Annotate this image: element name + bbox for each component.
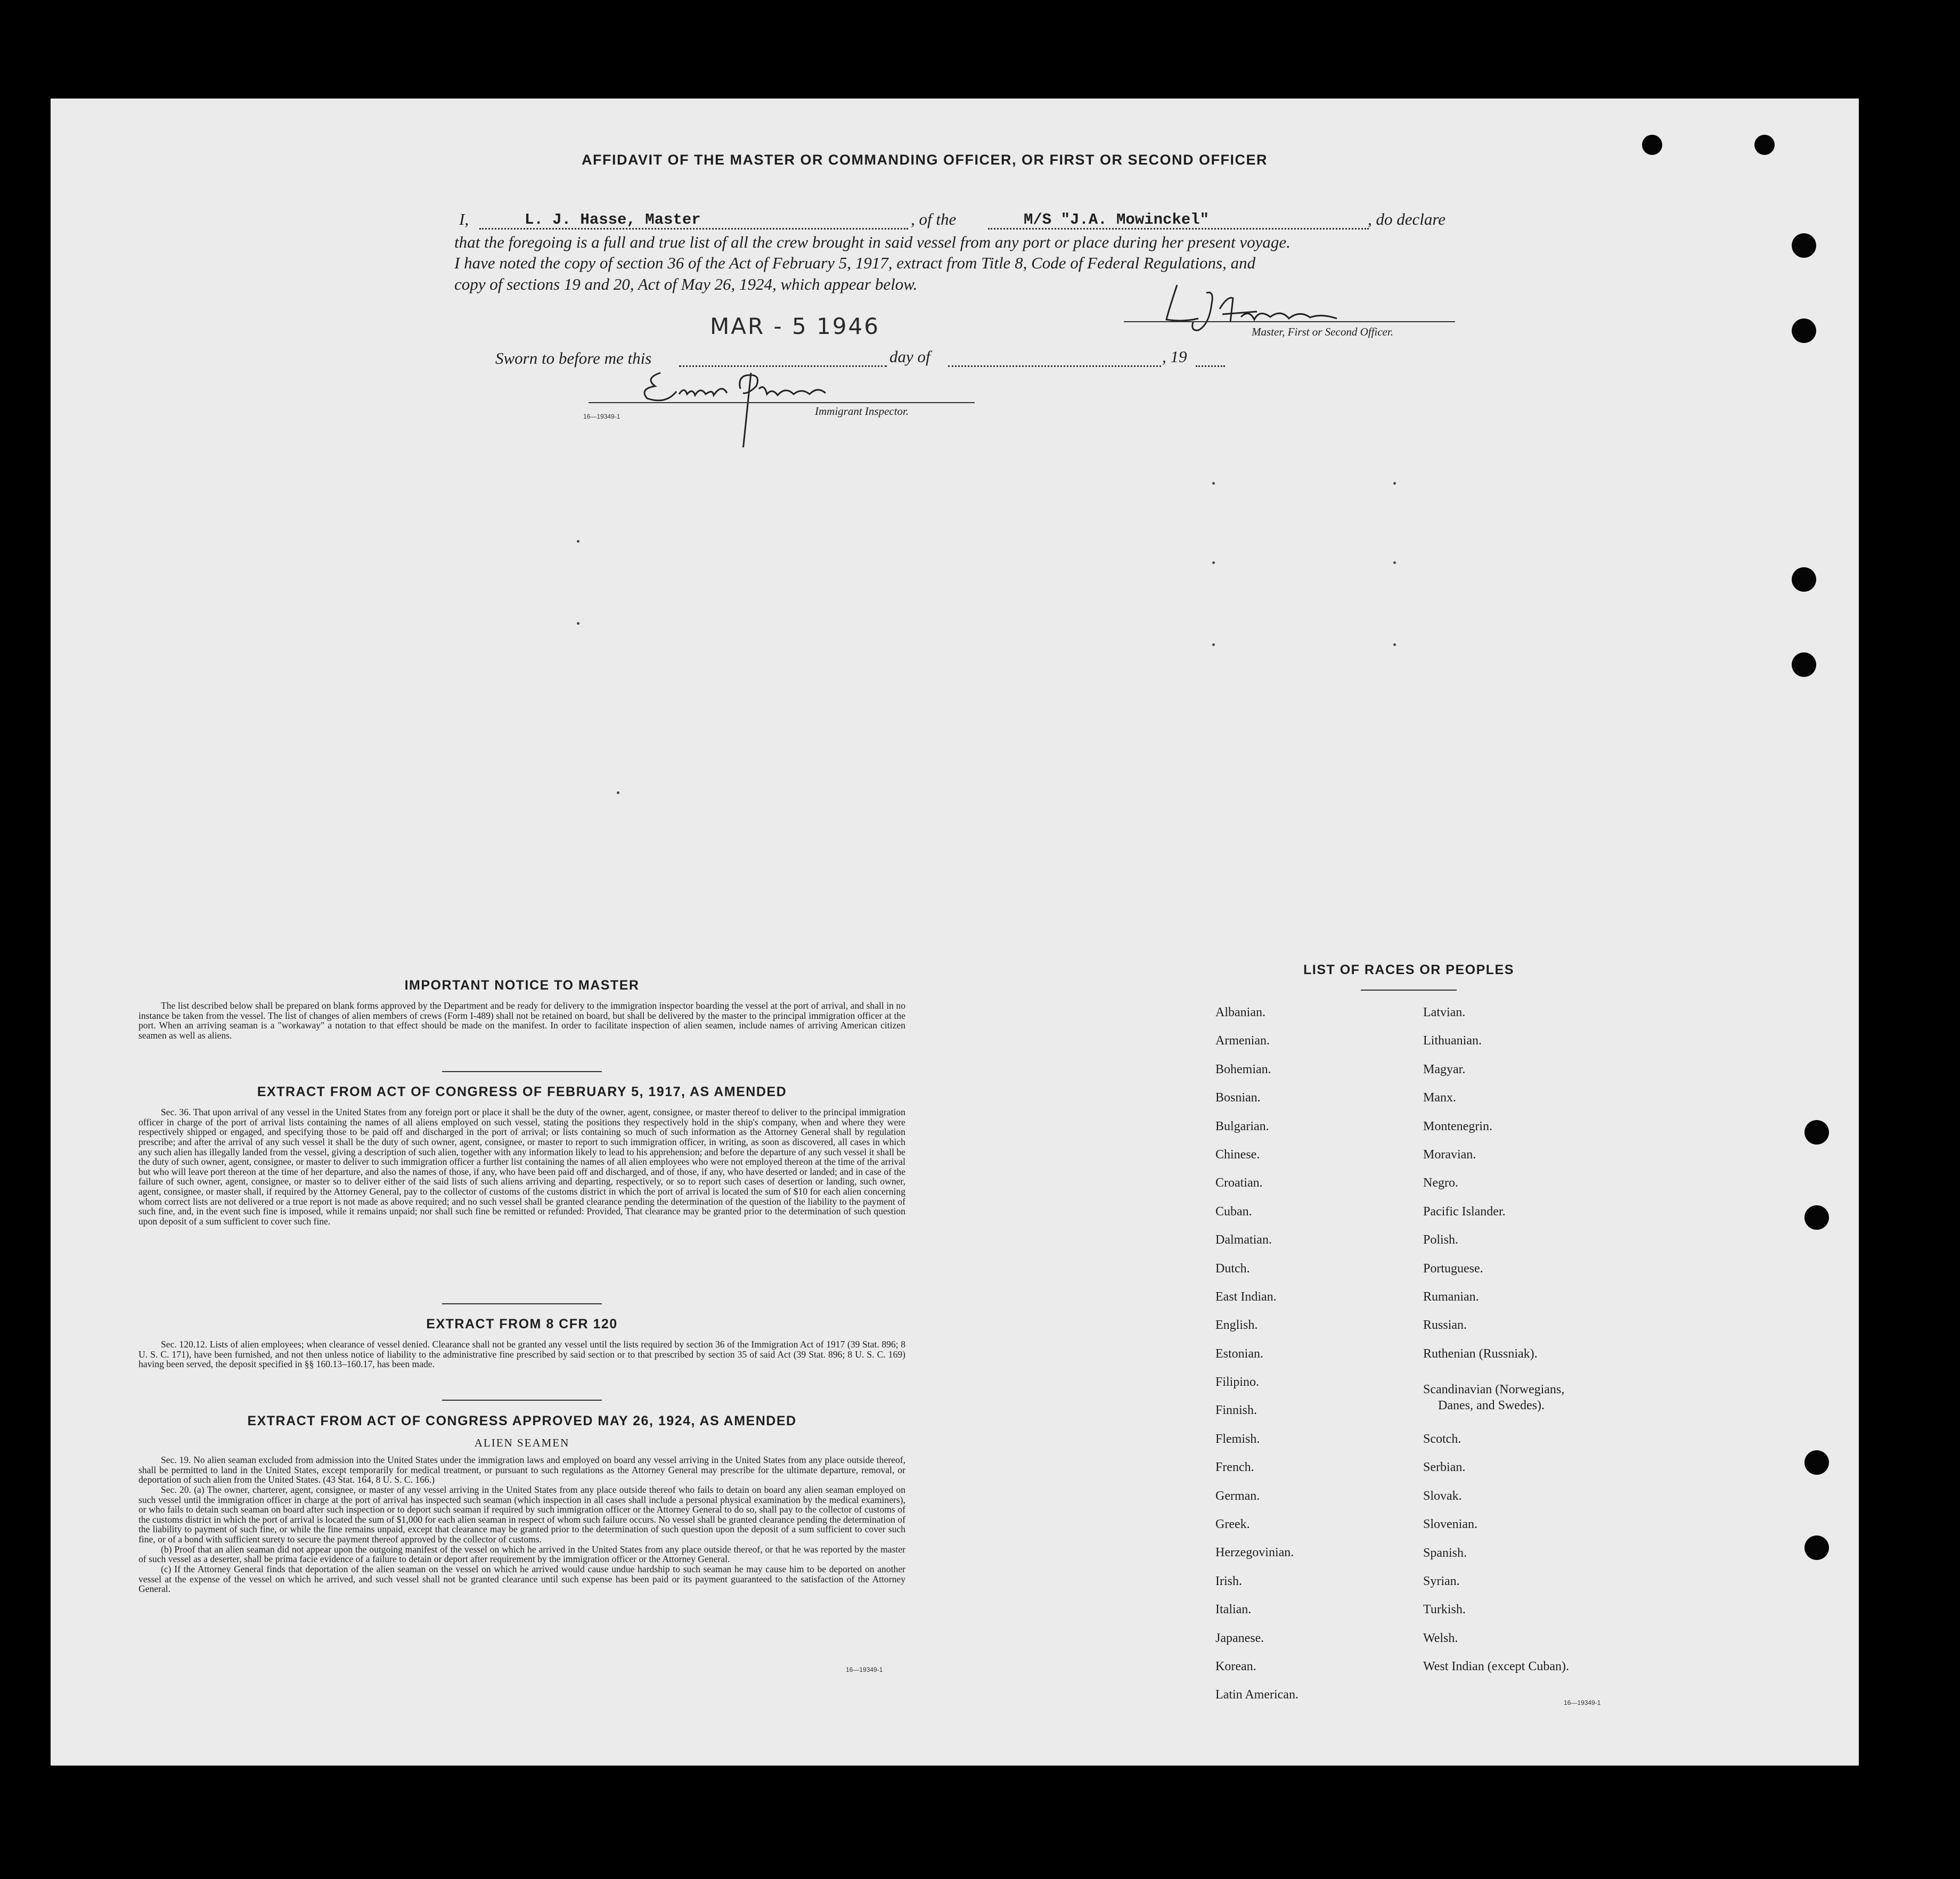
- extract-form-number: 16—19349-1: [846, 1666, 883, 1673]
- alien-seamen-subtitle: ALIEN SEAMEN: [474, 1436, 570, 1449]
- race-item: Danes, and Swedes).: [1438, 1399, 1545, 1413]
- extract-1924-paragraph: (c) If the Attorney General finds that deportation of the alien seaman on the vessel on which he arrived would cause undue hardship to such seaman he may cause him to be deported on another vessel at the expense of the vessel on which he arrived, and such vessel shall not be granted clearance until such expense has been paid or its payment guaranteed to the satisfaction of the Attorney General.: [138, 1564, 905, 1595]
- punch-hole: [1804, 1205, 1829, 1230]
- speck: [1393, 482, 1396, 485]
- race-item: Bulgarian.: [1215, 1119, 1269, 1133]
- races-right-column: [1423, 1006, 1569, 1688]
- race-item: Flemish.: [1215, 1432, 1260, 1446]
- race-item: Bosnian.: [1215, 1091, 1261, 1105]
- race-item: Magyar.: [1423, 1062, 1466, 1076]
- extract-1924-title: EXTRACT FROM ACT OF CONGRESS APPROVED MAY 26, 1924, AS AMENDED: [247, 1414, 797, 1428]
- race-item: Spanish.: [1423, 1546, 1467, 1560]
- extract-1924-paragraph: Sec. 19. No alien seaman excluded from admission into the United States under the immigration laws and employed on board any vessel arriving in the United States from any place outside thereof, shall be permitted to land in the United States, except temporarily for medical treatment, or pursuant to such regulations as the Attorney General may prescribe for the ultimate departure, removal, or deportation of such alien from the United States. (43 Stat. 164, 8 U. S. C. 166.): [138, 1455, 905, 1485]
- punch-hole: [1792, 567, 1816, 592]
- race-item: East Indian.: [1215, 1289, 1277, 1304]
- race-item: Lithuanian.: [1423, 1034, 1482, 1048]
- sworn-month-line: [948, 365, 1161, 367]
- race-item: Dalmatian.: [1215, 1233, 1272, 1247]
- section-divider: [442, 1303, 602, 1304]
- race-item: Croatian.: [1215, 1176, 1263, 1190]
- races-form-number: 16—19349-1: [1564, 1699, 1601, 1706]
- race-item: German.: [1215, 1489, 1260, 1503]
- punch-hole: [1754, 135, 1775, 155]
- race-item: Rumanian.: [1423, 1289, 1479, 1304]
- master-signature-line: [1124, 321, 1455, 322]
- races-title-underline: [1361, 990, 1457, 991]
- race-item: Korean.: [1215, 1659, 1256, 1673]
- declare-label: , do declare: [1368, 210, 1446, 228]
- race-item: Manx.: [1423, 1091, 1456, 1105]
- speck: [577, 622, 579, 625]
- race-item: Russian.: [1423, 1318, 1467, 1333]
- affidavit-line-4: copy of sections 19 and 20, Act of May 26, 1924, which appear below.: [454, 275, 918, 293]
- extract-cfr-paragraph: Sec. 120.12. Lists of alien employees; when clearance of vessel denied. Clearance shall not be granted any vessel until the lists required by section 36 of the Immigration Act of 1917 (39 Stat. 896; 8 U. S. C. 171), have been furnished, and not then unless notice of liability to the administrative fine prescribed by said section or to that prescribed by section 35 of said Act (39 Stat. 896; 8 U. S. C. 169) having been served, the deposit specified in §§ 160.13–160.17, has been made.: [138, 1339, 905, 1370]
- race-item: Montenegrin.: [1423, 1119, 1492, 1133]
- sworn-year-line: [1196, 365, 1225, 367]
- race-item: Latin American.: [1215, 1688, 1298, 1702]
- speck: [617, 791, 619, 794]
- race-item: Japanese.: [1215, 1631, 1264, 1645]
- of-the-label: , of the: [911, 210, 957, 228]
- vessel-name-value: M/S "J.A. Mowinckel": [1024, 211, 1210, 228]
- extract-1924-paragraph: Sec. 20. (a) The owner, charterer, agent, consignee, or master of any vessel arriving in the United States from any place outside thereof who fails to detain on board any alien seaman employed on such vessel until the immigration officer in charge at the port of arrival has inspected such seaman (which inspection in all cases shall include a personal physical examination by the medical examiners), or who fails to detain such seaman on board after such inspection or to deport such seaman if required by such immigration officer or the Attorney General to do so, shall pay to the collector of customs of the customs district in which the port of arrival is located the sum of $1,000 for each alien seaman in respect of whom such failure occurs. No vessel shall be granted clearance pending the determination of the liability to payment of such fine, or while the fine remains unpaid, except that clearance may be granted prior to the determination of such question upon the deposit of a sum sufficient to cover such fine, or of a bond with sufficient surety to secure the payment thereof approved by the collector of customs.: [138, 1484, 905, 1545]
- extract-1917-title: EXTRACT FROM ACT OF CONGRESS OF FEBRUARY 5, 1917, AS AMENDED: [257, 1084, 787, 1099]
- race-item: Irish.: [1215, 1574, 1242, 1588]
- speck: [577, 540, 579, 543]
- race-item: Cuban.: [1215, 1204, 1252, 1219]
- punch-hole: [1804, 1120, 1829, 1145]
- race-item: Bohemian.: [1215, 1062, 1271, 1076]
- race-item: Chinese.: [1215, 1147, 1260, 1162]
- race-item: Syrian.: [1423, 1574, 1460, 1589]
- sworn-label: Sworn to before me this: [495, 349, 652, 367]
- races-left-column: [1215, 1006, 1298, 1717]
- race-item: Scotch.: [1423, 1432, 1461, 1447]
- race-item: French.: [1215, 1460, 1254, 1475]
- race-item: Pacific Islander.: [1423, 1204, 1506, 1219]
- affidavit-line-3: I have noted the copy of section 36 of the Act of February 5, 1917, extract from Title 8, Code of Federal Regulations, and: [454, 254, 1256, 272]
- race-item: Serbian.: [1423, 1460, 1466, 1475]
- section-divider: [442, 1400, 602, 1401]
- section-divider: [442, 1071, 602, 1072]
- race-item: Herzegovinian.: [1215, 1546, 1294, 1560]
- affidavit-form-number: 16—19349-1: [583, 413, 620, 420]
- speck: [1393, 561, 1396, 564]
- notice-paragraph: The list described below shall be prepared on blank forms approved by the Department and be ready for delivery to the immigration inspector boarding the vessel at the port of arrival, and shall in no instance be taken from the vessel. The list of changes of alien members of crews (Form I-489) shall not be retained on board, but shall be delivered by the master to the principal immigration officer at the port. When an arriving seaman is a "workaway" a notation to that effect should be made on the manifest. In order to facilitate inspection of alien seamen, include names of arriving American citizen seamen as well as aliens.: [138, 1000, 905, 1041]
- race-item: Finnish.: [1215, 1403, 1257, 1418]
- race-item: Filipino.: [1215, 1375, 1260, 1390]
- speck: [1212, 643, 1215, 646]
- race-item: Italian.: [1215, 1603, 1252, 1617]
- year-label: , 19: [1162, 347, 1187, 366]
- race-item: Ruthenian (Russniak).: [1423, 1346, 1538, 1361]
- race-item: Moravian.: [1423, 1147, 1476, 1162]
- race-item: Greek.: [1215, 1517, 1250, 1532]
- punch-hole: [1804, 1535, 1829, 1560]
- speck: [1212, 482, 1215, 485]
- notice-title: IMPORTANT NOTICE TO MASTER: [404, 978, 640, 993]
- race-item: English.: [1215, 1318, 1258, 1333]
- race-item: West Indian (except Cuban).: [1423, 1660, 1569, 1674]
- extract-cfr-title: EXTRACT FROM 8 CFR 120: [426, 1317, 618, 1331]
- race-item: Latvian.: [1423, 1006, 1466, 1019]
- speck: [1212, 561, 1215, 564]
- extract-1917-paragraph: Sec. 36. That upon arrival of any vessel in the United States from any foreign port or place it shall be the duty of the owner, agent, consignee, or master thereof to deliver to the principal immigration officer in charge of the port of arrival lists containing the names of all aliens employed on such vessel, stating the positions they respectively hold in the ship's company, when and where they were respectively shipped or engaged, and specifying those to be paid off and discharged in the port of arrival; or lists containing so much of such information as the Attorney General shall by regulation prescribe; and after the arrival of any such vessel it shall be the duty of such owner, agent, consignee, or master to report to such immigration officer, in writing, as soon as discovered, all cases in which any such alien has illegally landed from the vessel, giving a description of such alien, together with any information likely to lead to his apprehension; and before the departure of any such vessel it shall be the duty of such owner, agent, consignee, or master to deliver to such immigration officer a further list containing the names of all alien employees who were not employed thereon at the time of the arrival but who will leave port thereon at the time of her departure, and also the names of those, if any, who have been paid off and discharged, and of those, if any, who have deserted or landed; and in case of the failure of such owner, agent, consignee, or master so to deliver either of the said lists of such aliens arriving and departing, respectively, or so to report such cases of desertion or landing, such owner, agent, consignee, or master shall, if required by the Attorney General, pay to the collector of customs of the customs district in which the port of arrival is located the sum of $10 for each alien concerning whom correct lists are not delivered or a true report is not made as above required; and no such vessel shall be granted clearance pending the determination of the question of the liability to the payment of such fine, and, in the event such fine is imposed, while it remains unpaid; nor shall such fine be remitted or refunded: Provided, That clearance may be granted prior to the determination of such question upon deposit of a sum sufficient to cover such fine.: [138, 1107, 905, 1227]
- day-of-label: day of: [889, 347, 930, 366]
- race-item: Welsh.: [1423, 1631, 1458, 1645]
- notice-body: [138, 1001, 905, 1041]
- race-item: Slovenian.: [1423, 1517, 1477, 1532]
- punch-hole: [1792, 233, 1816, 258]
- date-stamp: MAR - 5 1946: [710, 313, 880, 339]
- affidavit-title: AFFIDAVIT OF THE MASTER OR COMMANDING OFFICER, OR FIRST OR SECOND OFFICER: [582, 152, 1268, 168]
- affidavit-line-2: that the foregoing is a full and true list of all the crew brought in said vessel from any port or place during her present voyage.: [454, 233, 1291, 251]
- affidavit-i-label: I,: [459, 210, 469, 228]
- extract-1924-paragraph: (b) Proof that an alien seaman did not appear upon the outgoing manifest of the vessel on which he arrived in the United States from any place outside thereof, or that he was reported by the master of such vessel as a deserter, shall be prima facie evidence of a failure to detain or deport after requirement by the immigration officer or the Attorney General.: [138, 1543, 905, 1565]
- punch-hole: [1792, 652, 1816, 677]
- race-item: Slovak.: [1423, 1489, 1462, 1503]
- race-item: Albanian.: [1215, 1006, 1265, 1019]
- race-item: Portuguese.: [1423, 1261, 1483, 1276]
- punch-hole: [1792, 318, 1816, 343]
- extract-cfr-body: [138, 1339, 905, 1369]
- extract-1917-body: [138, 1107, 905, 1227]
- race-item: Armenian.: [1215, 1034, 1270, 1048]
- race-item: Dutch.: [1215, 1261, 1250, 1276]
- race-item: Polish.: [1423, 1233, 1459, 1247]
- master-name-line: [479, 228, 908, 230]
- race-item: Negro.: [1423, 1176, 1458, 1190]
- punch-hole: [1642, 135, 1662, 155]
- inspector-signature-line: [589, 402, 975, 403]
- inspector-caption: Immigrant Inspector.: [815, 405, 909, 418]
- vessel-name-line: [988, 228, 1369, 230]
- races-title: LIST OF RACES OR PEOPLES: [1303, 962, 1514, 977]
- master-name-value: L. J. Hasse, Master: [525, 211, 701, 228]
- extract-1924-body: [138, 1455, 905, 1594]
- race-item: Scandinavian (Norwegians,: [1423, 1383, 1565, 1397]
- master-signature-caption: Master, First or Second Officer.: [1252, 325, 1393, 338]
- race-item: Turkish.: [1423, 1603, 1466, 1617]
- speck: [1393, 643, 1396, 646]
- race-item: Estonian.: [1215, 1346, 1263, 1361]
- punch-hole: [1804, 1450, 1829, 1475]
